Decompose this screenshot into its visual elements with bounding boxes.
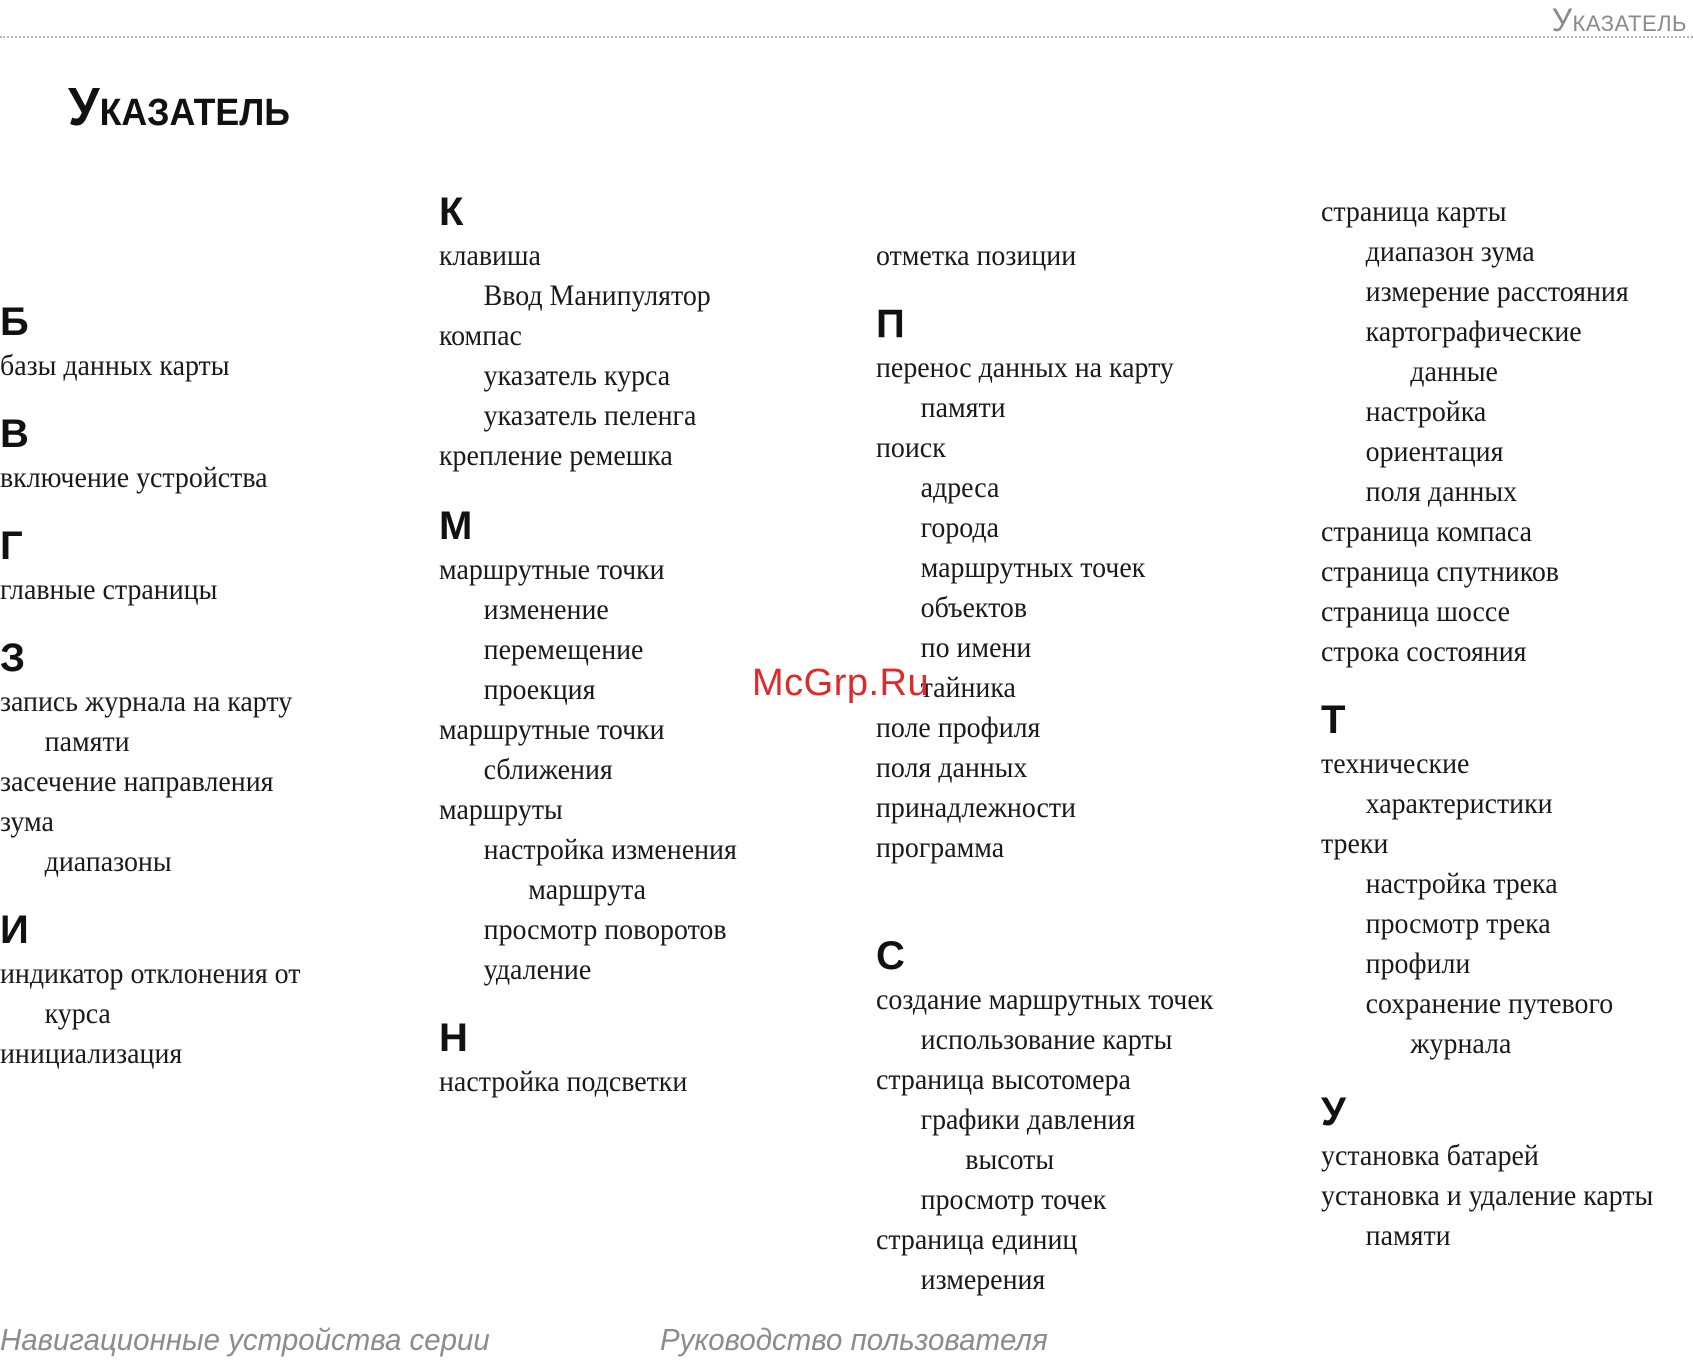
index-letter: З: [0, 636, 26, 680]
index-entry: страница компаса: [1321, 515, 1533, 548]
index-subentry: тайника: [920, 671, 1016, 704]
watermark: McGrp.Ru: [752, 662, 930, 704]
index-subentry: просмотр трека: [1365, 907, 1551, 940]
index-subentry: указатель курса: [483, 359, 671, 392]
index-entry: крепление ремешка: [439, 439, 673, 472]
index-subentry: по имени: [920, 631, 1032, 664]
index-column-3: [876, 236, 1296, 1300]
index-entry: включение устройства: [0, 461, 268, 494]
index-group: [1321, 700, 1693, 1064]
index-subentry: измерения: [920, 1263, 1046, 1296]
index-letter: Г: [0, 524, 23, 568]
header-rule: [0, 36, 1693, 38]
index-subentry: указатель пеленга: [483, 399, 697, 432]
index-subentry: памяти: [920, 391, 1006, 424]
index-subentry: маршрутных точек: [920, 551, 1146, 584]
index-entry: создание маршрутных точек: [876, 983, 1214, 1016]
index-subentry: просмотр поворотов: [483, 913, 727, 946]
index-entry: страница спутников: [1321, 555, 1559, 588]
index-subentry: журнала: [1410, 1027, 1512, 1060]
index-subentry: маршрута: [528, 873, 647, 906]
footer-left: Навигационные устройства серии: [0, 1322, 490, 1357]
index-subentry: изменение: [483, 593, 609, 626]
index-entry: маршруты: [439, 793, 563, 826]
index-entry: страница высотомера: [876, 1063, 1131, 1096]
index-letter: П: [876, 302, 905, 346]
index-group: [876, 936, 1296, 1300]
index-entry: зума: [0, 805, 54, 838]
index-entry: страница карты: [1321, 195, 1507, 228]
index-entry: маршрутные точки: [439, 553, 665, 586]
index-subentry: Ввод Манипулятор: [483, 279, 711, 312]
index-entry: программа: [876, 831, 1005, 864]
index-letter: У: [1321, 1090, 1346, 1134]
index-entry: поля данных: [876, 751, 1028, 784]
index-subentry: диапазоны: [44, 845, 172, 878]
index-entry: инициализация: [0, 1037, 183, 1070]
index-column-2: [439, 192, 859, 1102]
index-subentry: города: [920, 511, 1000, 544]
index-entry: базы данных карты: [0, 349, 230, 382]
index-entry: страница единиц: [876, 1223, 1078, 1256]
index-group: [439, 1018, 859, 1102]
index-subentry: перемещение: [483, 633, 644, 666]
index-group: [0, 910, 420, 1074]
index-group: [1321, 192, 1693, 672]
index-letter: Б: [0, 300, 29, 344]
index-subentry: данные: [1410, 355, 1498, 388]
index-entry: установка и удаление карты: [1321, 1179, 1654, 1212]
index-subentry: поля данных: [1365, 475, 1518, 508]
index-subentry: памяти: [1365, 1219, 1451, 1252]
index-entry: треки: [1321, 827, 1389, 860]
index-group: [0, 302, 420, 386]
index-letter: И: [0, 908, 29, 952]
index-column-4: [1321, 192, 1693, 1256]
index-group: [0, 638, 420, 882]
index-subentry: диапазон зума: [1365, 235, 1535, 268]
index-letter: Н: [439, 1016, 468, 1060]
index-subentry: просмотр точек: [920, 1183, 1107, 1216]
index-letter: Т: [1321, 698, 1346, 742]
index-subentry: объектов: [920, 591, 1028, 624]
index-group: [0, 414, 420, 498]
index-entry: строка состояния: [1321, 635, 1527, 668]
index-subentry: адреса: [920, 471, 1000, 504]
page-title: Указатель: [68, 77, 290, 137]
index-group: [0, 526, 420, 610]
index-subentry: курса: [44, 997, 111, 1030]
index-subentry: графики давления: [920, 1103, 1136, 1136]
index-subentry: использование карты: [920, 1023, 1173, 1056]
index-entry: отметка позиции: [876, 239, 1077, 272]
index-subentry: проекция: [483, 673, 596, 706]
index-subentry: настройка: [1365, 395, 1487, 428]
index-subentry: сохранение путевого: [1365, 987, 1614, 1020]
index-subentry: измерение расстояния: [1365, 275, 1629, 308]
index-letter: С: [876, 934, 905, 978]
running-head: Указатель: [1551, 2, 1687, 38]
index-entry: главные страницы: [0, 573, 218, 606]
index-subentry: удаление: [483, 953, 592, 986]
index-subentry: профили: [1365, 947, 1471, 980]
index-group: [1321, 1092, 1693, 1256]
index-entry: маршрутные точки: [439, 713, 665, 746]
index-subentry: сближения: [483, 753, 613, 786]
index-letter: К: [439, 190, 464, 234]
index-subentry: настройка изменения: [483, 833, 737, 866]
index-entry: технические: [1321, 747, 1470, 780]
index-entry: настройка подсветки: [439, 1065, 688, 1098]
index-entry: запись журнала на карту: [0, 685, 293, 718]
index-subentry: характеристики: [1365, 787, 1553, 820]
index-group: [876, 236, 1296, 276]
footer-right: Руководство пользователя: [660, 1322, 1048, 1357]
index-group: [439, 192, 859, 476]
index-letter: М: [439, 504, 473, 548]
index-subentry: ориентация: [1365, 435, 1504, 468]
index-entry: индикатор отклонения от: [0, 957, 301, 990]
index-entry: клавиша: [439, 239, 541, 272]
index-entry: перенос данных на карту: [876, 351, 1174, 384]
index-subentry: настройка трека: [1365, 867, 1558, 900]
index-entry: страница шоссе: [1321, 595, 1511, 628]
index-subentry: высоты: [965, 1143, 1055, 1176]
index-entry: засечение направления: [0, 765, 274, 798]
index-entry: установка батарей: [1321, 1139, 1539, 1172]
index-subentry: памяти: [44, 725, 130, 758]
index-entry: поле профиля: [876, 711, 1041, 744]
index-column-1: [0, 302, 420, 1074]
index-letter: В: [0, 412, 29, 456]
index-entry: поиск: [876, 431, 946, 464]
index-entry: компас: [439, 319, 522, 352]
index-entry: принадлежности: [876, 791, 1076, 824]
index-subentry: картографические: [1365, 315, 1582, 348]
index-group: [876, 304, 1296, 868]
index-group: [439, 506, 859, 990]
